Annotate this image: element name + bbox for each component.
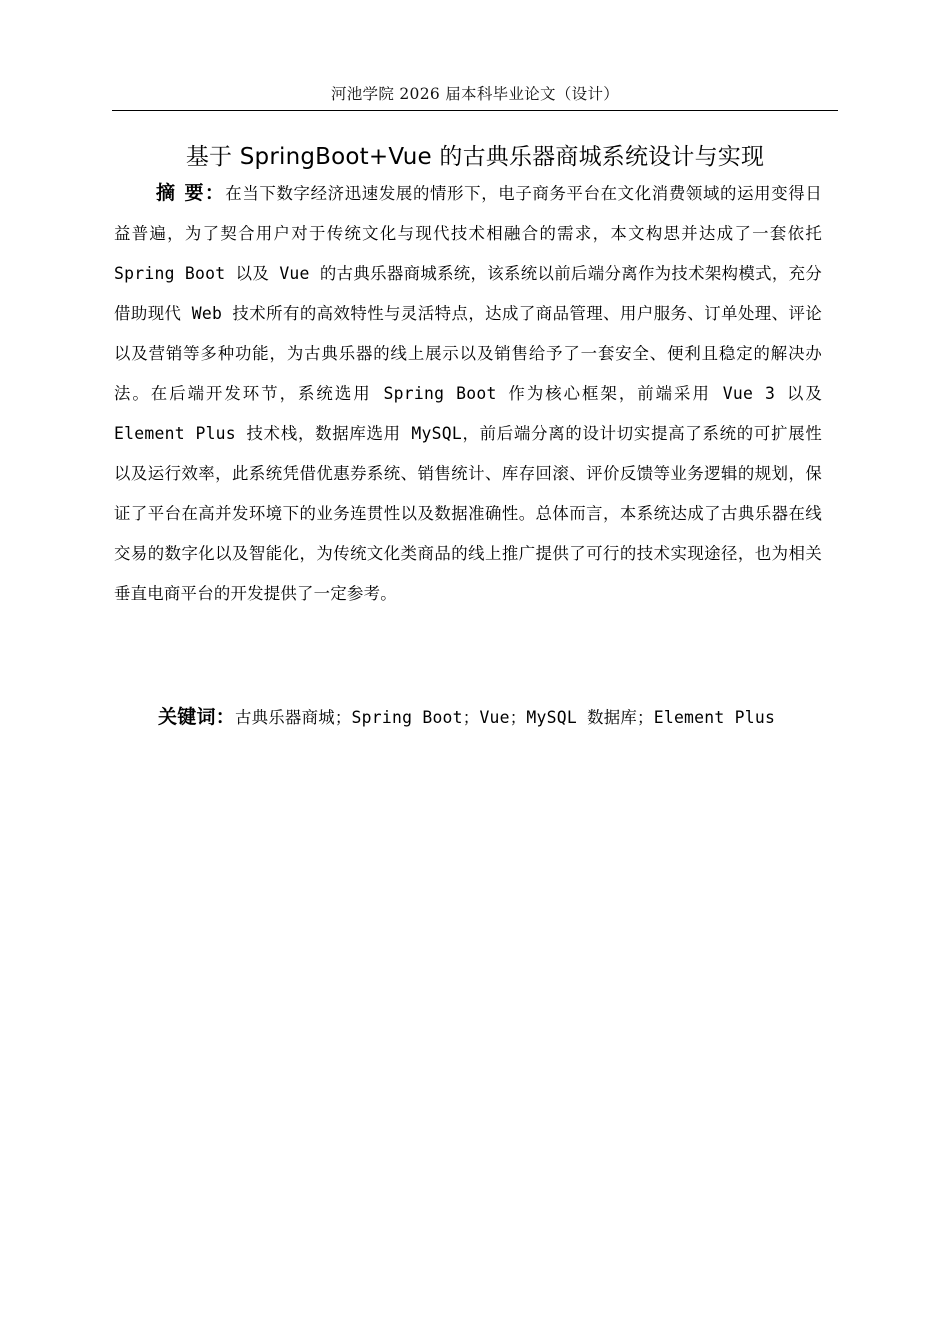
paper-title: 基于 SpringBoot+Vue 的古典乐器商城系统设计与实现 bbox=[185, 144, 765, 171]
abstract-text: 在当下数字经济迅速发展的情形下，电子商务平台在文化消费领域的运用变得日益普遍，为了契合用户对于传统文化与现代技术相融合的需求，本文构思并达成了一套依托 Spring Boot 以及 Vue 的古典乐器商城系统，该系统以前后端分离作为技术架构模式，充分借助现代 Web 技术所有的高效特性与灵活特点，达成了商品管理、用户服务、订单处理、评论以及营销等多种功能，为古典乐器的线上展示以及销售给予了一套安全、便利且稳定的解决办法。在后端开发环节，系统选用 Spring Boot 作为核心框架，前端采用 Vue 3 以及 Element Plus 技术栈，数据库选用 MySQL，前后端分离的设计切实提高了系统的可扩展性以及运行效率，此系统凭借优惠券系统、销售统计、库存回滚、评价反馈等业务逻辑的规划，保证了平台在高并发环境下的业务连贯性以及数据准确性。总体而言，本系统达成了古典乐器在线交易的数字化以及智能化，为传统文化类商品的线上推广提供了可行的技术实现途径，也为相关垂直电商平台的开发提供了一定参考。 bbox=[114, 184, 822, 603]
keywords-label: 关键词： bbox=[158, 706, 236, 728]
header-divider bbox=[112, 110, 838, 111]
abstract-section bbox=[114, 173, 822, 614]
abstract-label: 摘 要： bbox=[156, 182, 226, 204]
keywords-section bbox=[158, 700, 838, 735]
running-header: 河池学院 2026 届本科毕业论文（设计） bbox=[330, 85, 620, 103]
keywords-text: 古典乐器商城；Spring Boot；Vue；MySQL 数据库；Element Plus bbox=[235, 708, 776, 727]
